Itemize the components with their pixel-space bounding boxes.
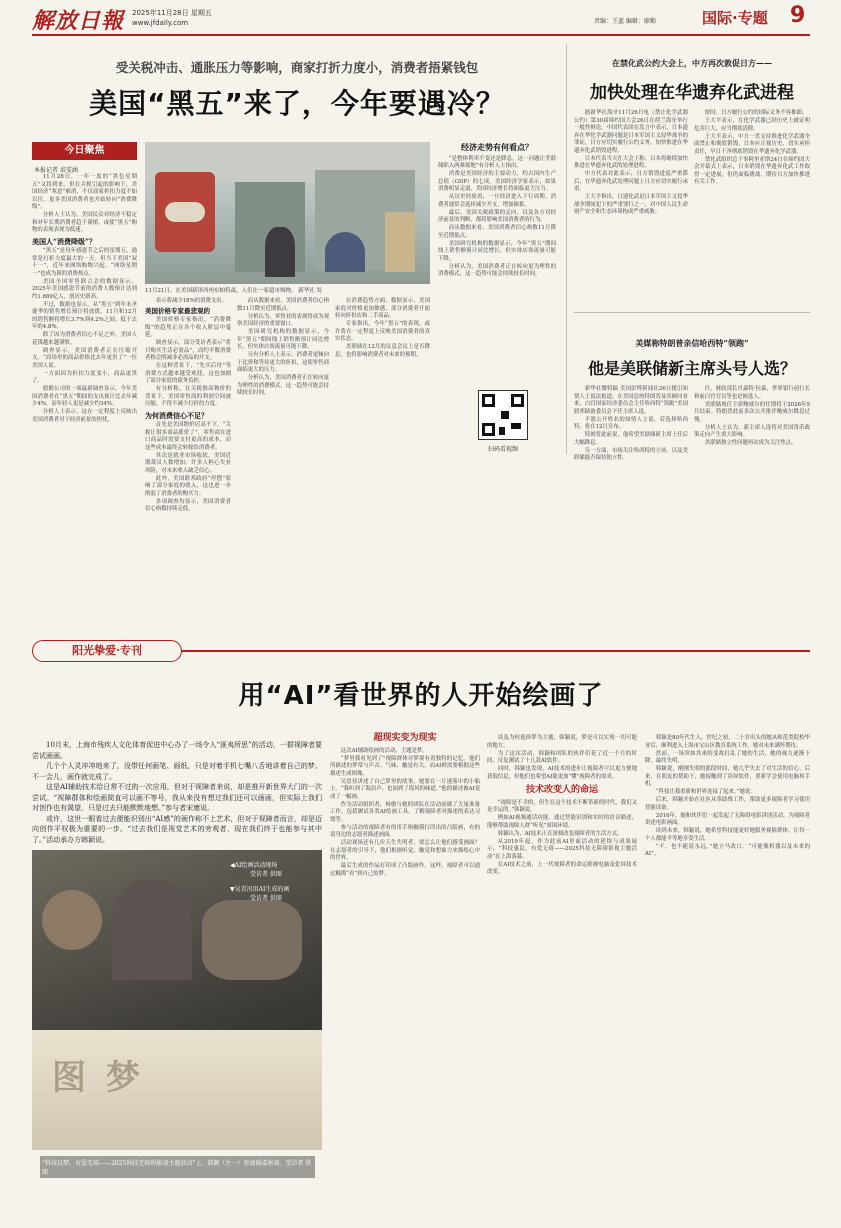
right1-column-2: 按时、日方履行公约的国际义务不容推卸。 王大平表示，在化学武器已经历史上被证明危害巨大，应当彻底清除。 王大平表示，中方一贯支持推进化学武器全面禁止和彻底销毁，日本应正视历史，切实承担责任，早日干净彻底销毁在华遗弃化学武器。 禁化武组织总干事阿里亚斯24日在缔约国大会开幕式上表示，日本销毁在华遗弃化武工作取得一定进展，但仍面临挑战，期待日方加快推进有关工作。	[694, 110, 810, 185]
right2-kicker: 美媒称特朗普亲信哈西特“领跑”	[635, 338, 749, 348]
right1-headline: 加快处理在华遗弃化武进程	[590, 83, 794, 103]
right-divider	[574, 312, 810, 313]
issue-date: 2025年11月28日 星期五	[132, 9, 212, 17]
subhead-surreal: 超现实变为现实	[373, 733, 437, 743]
subhead-expert: 美国价格专家最悲观的	[145, 306, 210, 315]
feature-column-3: 谈及为何选择梦为主题，韩颖说，梦是可以实现一切可能的地方。 为了这次活动，韩颖和团队的伙伴们花了近一个月的时间，反复测试了十几款AI软件。 同时，韩颖也发现，AI技术的进步让视障者可以更方便地获取信息，但他们也希望AI能更加“懂”视障者的需求。 技术改变人的命运 “视障是不幸的，但生在这个技术不断革新的时代，我们又是幸运的。”韩颖说。 例如AI视频通话功能，通过智能识别和实时的语音描述，能够帮助视障人群“听见”周围环境。 韩颖认为，AI技术正在深刻改变视障者的生活方式。 从2019年起，作为此前AI里面活动的延续与成果展示，“科技惠民，有爱无碍——2025科技无障碍影视主题活动”在上海落幕。 在AI技术之前，上一代视障者的命运则被电脑及张屏技术改变。	[487, 735, 637, 875]
lead-column-1: 11月28日，一年一度的“黑色星期五”又将到来。但在关税引起的影响下，美国经济“寒意”难消，不仅商家折扣力度不如以往，更多美国消费者也开始转向“消费降级”。 分析人士认为，美国民众对经济不稳定和对年长期消费者趋于谨慎，或使“黑五”购物的表现表现为低迷。 美国人“消费降级”？ “黑五”是每年感恩节之后的星期五，通常是打折力度最大的一天。但当下美国“双十一”，近年来网络购物兴起，“网络星期一”也成为新的消费热点。 美国全国零售联合会的数据显示，2025年美国感恩节前的消费人数预计达到约1.869亿人，创历史新高。 不过，数据也显示，从“黑五”到年末圣诞季的销售增长预计将放缓，11月和12月的销售额将增长3.7%到4.2%之间。低于去年的4.8%。 除了因为消费者信心不足之外，美国人花钱越来越谨慎。 调查显示，美国消费者正在压缩开支。“商场里的商品价格比去年更贵了”一位美国人说。 一方面因为折扣力度变小，商品更贵了。 德勤公司的一项最新调查显示，今年美国消费者在“黑五”期间的支出预计比去年减少4%，而年轻人更是减少约34%。 分析人士表示，这在一定程度上反映出美国消费者对于经济前景的担忧。	[32, 174, 137, 423]
right2-column-2: 什，财政部长贝森特·拉森，世界银行前行长和前白宫官员等也是候选人。 美联储现任主席鲍威尔的任期将于2026年5月结束。特朗普此前多次公开批评鲍威尔降息过慢。 分析人士认为，新主席人选将对美国货币政策走向产生重大影响。 美联储独立性问题再次成为关注焦点。	[694, 386, 810, 446]
feature-tag-label: 阳光挚爱·专刊	[72, 644, 142, 657]
masthead-rule	[32, 34, 810, 36]
feature-column-4: 韩颖是80年代生人，世纪之初，二十岁出头的她从师范类院校毕业后，顺利进入上海市宝山区教育系统工作。她对未来满怀期待。 然而，一场突如其来的变故打乱了她的生活，她的视力逐渐下降，最终失明。 韩颖说，刚刚失明的那段时间，她几乎失去了对生活的信心。后来，在朋友的帮助下，她接触到了读屏软件，重新学会使用电脑和手机。 “科技让我重新和世界连接了起来。”她说。 后来，韩颖开始在社区从事助残工作，帮助更多视障者学习使用智能设备。 2016年，她和伙伴们一起发起了无障碍电影讲述活动，为视障者讲述电影画面。 谈到未来，韩颖说，她希望科技能更好地服务视障群体，让每一个人都能平等地享受生活。 “不，也不能说永远。”她立马改口。“可能像机器以及未来的AI”。	[645, 735, 810, 857]
photo-caption: 11月21日，在美国新泽西州东帕特森，人们在一家超市购物。 新华社 发	[145, 288, 322, 294]
lead-column-3: 而从数据来看，美国消费者信心指数11月降至近期低点。 分析认为，零售业的表现将成为观察美国经济的重要窗口。 美国研究机构的数据显示，今年“黑五”期间线上销售额预计同比增长，但实体店客流量可能下降。 另有分析人士表示，消费者更倾向于比价和等待更大的折扣，这使零售商面临更大的压力。 分析认为，美国消费者正在转向更为理性的消费模式，这一趋势可能会持续较长时间。	[237, 298, 329, 396]
subhead-outlook: 经济走势有何看点？	[461, 142, 533, 152]
right1-kicker: 在禁化武公约大会上，中方再次敦促日方——	[612, 58, 772, 68]
feature-tag	[32, 640, 182, 662]
website: www.jfdaily.com	[132, 19, 189, 27]
lead-column-2: 表示将减少18%的消费支出。 美国价格专家最悲观的 美国价格专家指出，“消费降级”的趋势正在各个收入阶层中蔓延。 调查显示，部分受访者表示“将只购买生活必需品”，而约半数消费者称会削减非必需品的开支。 在这种背景下，“先买后付”等消费方式越来越受欢迎，这也加剧了部分家庭的债务负担。 有分析称，在关税推高物价的背景下，美国零售商的利润空间被压缩，不得不减少打折的力度。 为何消费信心不足？ 首先是美国物价居高不下。“关税让很多商品涨价了”，零售商在进口商品时需要支付更高的成本，而这些成本最终会转嫁给消费者。 其次是就业市场疲软。美国近期裁员人数增加，许多人担心失业风险，对未来收入缺乏信心。 此外，美国联邦政府“停摆”影响了部分家庭的收入，这也进一步削弱了消费者的购买力。 多项调查均显示，美国消费者信心指数持续走低。	[145, 298, 231, 512]
feature-column-2: 超现实变为现实 这次AI辅助绘画的活动，主题是梦。 “梦里我看见到了”视障群体对梦境有着独特的记忆。他们所描述的梦常与声音、气味、触觉有关，而AI则需要根据这些描述生成图像。 吴思佳讲述了自己梦里的故事，她要在一片迷雾中的小船上。“我听到了海浪声，也闻到了海风的味道。”他的描述被AI变成了一幅画。 作为活动组织者，杨敏与她的团队在活动前做了大量准备工作，包括测试各类AI绘画工具，了解视障者对描述的表达习惯等。 参与活动的视障者有的用手指触摸打印出的凸版画，有的请身边的志愿者描述画面。 活动现场还有几位天生失明者，要怎么让他们感受画面？在志愿者的引导下，他们根据听觉、触觉和想象力来描绘心中的世界。 最后生成的作品打印成了凸版画作，这样，视障者可以通过触摸“看”到自己的梦。	[330, 733, 480, 877]
lead-column-4: 在消费趋势方面，数据显示，美国家庭对价格更加敏感，部分消费者开始转向折扣店和二手商品。 专家指出，今年“黑五”的表现，或许将在一定程度上反映美国消费者的真实状态。 美联储在12月的议息会议上是否降息，也将影响消费者对未来的预期。	[335, 298, 430, 358]
column-divider	[566, 44, 567, 454]
feature-bottom-caption: “科技以梦，有爱无碍——2025科技无障碍影视主题活动”上，韩颖（左一）参加圆桌座谈。受访者 供图	[40, 1156, 315, 1178]
page-number: 9	[790, 3, 806, 28]
qr-code[interactable]	[478, 390, 528, 440]
newspaper-logo: 解放日報	[32, 8, 125, 34]
subhead-downgrade: 美国人“消费降级”？	[32, 236, 97, 246]
caption-arrow-icon: ▼	[230, 886, 235, 893]
lead-headline: 美国“黑五”来了，今年要遇冷？	[89, 87, 505, 120]
masthead	[0, 0, 841, 36]
section-tag-label: 今日聚焦	[64, 145, 105, 156]
feature-intro: 10月末，上海市残疾人文化体育促进中心办了一场令人“匪夷所思”的活动，一群视障者要尝试画画。 几个个人灵冲冲地来了，没带任何画笔、画纸，只是对着手机七嘴八舌地讲着自己的梦。不一会儿，画作就完成了。 这是AI辅助技术给日常不过的一次应用，但对于视障者来说，却是推开新世界大门的一次尝试。“视障群体和绘画简直可以画不等号，我从来没有想过我们还可以画画，但实际上我们对创作也有渴望，只是过去只能默默地想。”参与者宋康说。 或许，这世一眼看过去便能识别出“AI感”的画作称不上艺术，但对于视障者而言，却是迈向创作平权极为重要的一步。“过去我们是视觉艺术的旁观者，现在我们终于也能参与其中了。”活动承办方韩颖说。	[32, 741, 322, 844]
lead-byline: 本报记者 裘雯涵	[34, 167, 78, 174]
supermarket-photo	[145, 142, 430, 284]
editors-credit: 责编：王蓝 编辑：廖勤	[594, 18, 656, 25]
lead-kicker: 受关税冲击、通胀压力等影响，商家打折力度小，消费者捂紧钱包	[115, 60, 479, 75]
right2-headline: 他是美联储新主席头号人选？	[587, 359, 796, 378]
subhead-confidence: 为何消费信心不足？	[145, 410, 208, 420]
section-name: 国际·专题	[702, 9, 768, 27]
lead-column-5: 经济走势有何看点？ “是整体利率不变还是降息，这一问题让美联储陷入两难境地”有分析人士指出。 消费是美国经济的主要动力，约占国内生产总值（GDP）的七成。美国经济学家表示，如果消费明显走弱，美国经济增长将面临更大压力。 从历史经验看，一旦经济进入下行周期，消费者通常会选择减少开支，增加储蓄。 最后，美国关税政策的走向，以及各方对经济前景的判断，都将影响美国消费者的行为。 而从数据来看，美国消费者信心指数11月降至近期低点。 美国研究机构的数据显示，今年“黑五”期间线上销售额预计同比增长，但实体店客流量可能下降。 分析认为，美国消费者正在转向更为理性的消费模式，这一趋势可能会持续较长时间。	[438, 142, 556, 277]
caption-ai-event: ◀AI绘画活动现场 受访者 供图 ▼吴青汛用AI生成的画 受访者 供图	[230, 862, 290, 902]
caption-arrow-icon: ◀	[230, 862, 235, 869]
qr-label: 扫码看视频	[487, 446, 518, 453]
right1-column-1: 据新华社海牙11月26日电（禁止化学武器公约）第30届缔约国大会26日在荷兰海牙举行一般性辩论。中国代表团在发言中表示，日本遗弃在华化学武器问题是日本军国主义侵华战争的罪证，日方应切实履行公约义务，加快推进在华遗弃化武销毁进程。 日本代表当天在大会上称，日本将继续加快推进在华遗弃化武的处理进程。 中方代表对此表示，日方销毁进度严重滞后，在华遗弃化武处理问题上日方应切实履行承诺。 王大平指出，日遗化武是日本军国主义侵华战争期间犯下的严重罪行之一，对中国人民生命财产安全和生态环境构成严重威胁。	[574, 110, 688, 215]
feature-headline: 用“AI”看世界的人开始绘画了	[238, 681, 604, 711]
subhead-tech: 技术改变人的命运	[525, 785, 598, 795]
section-tag	[32, 142, 137, 160]
right2-column-1: 新华社微特稿 美国彭博新闻社26日援引知情人士说法报道，在美国总统特朗普及其顾问看来，白宫国家经济委员会主任哈西特“领跑”美国联邦储备委员会下任主席人选。 不愿公开姓名的知情人士说，若选择哈西特，将在12月宣布。 特朗普此前说，他希望美联储新主席上任后大幅降息。 另一方面，市场关注哈西特的立场，以及美联储能否保持独立性。	[574, 386, 688, 461]
event-photo: 图 梦	[32, 850, 322, 1150]
